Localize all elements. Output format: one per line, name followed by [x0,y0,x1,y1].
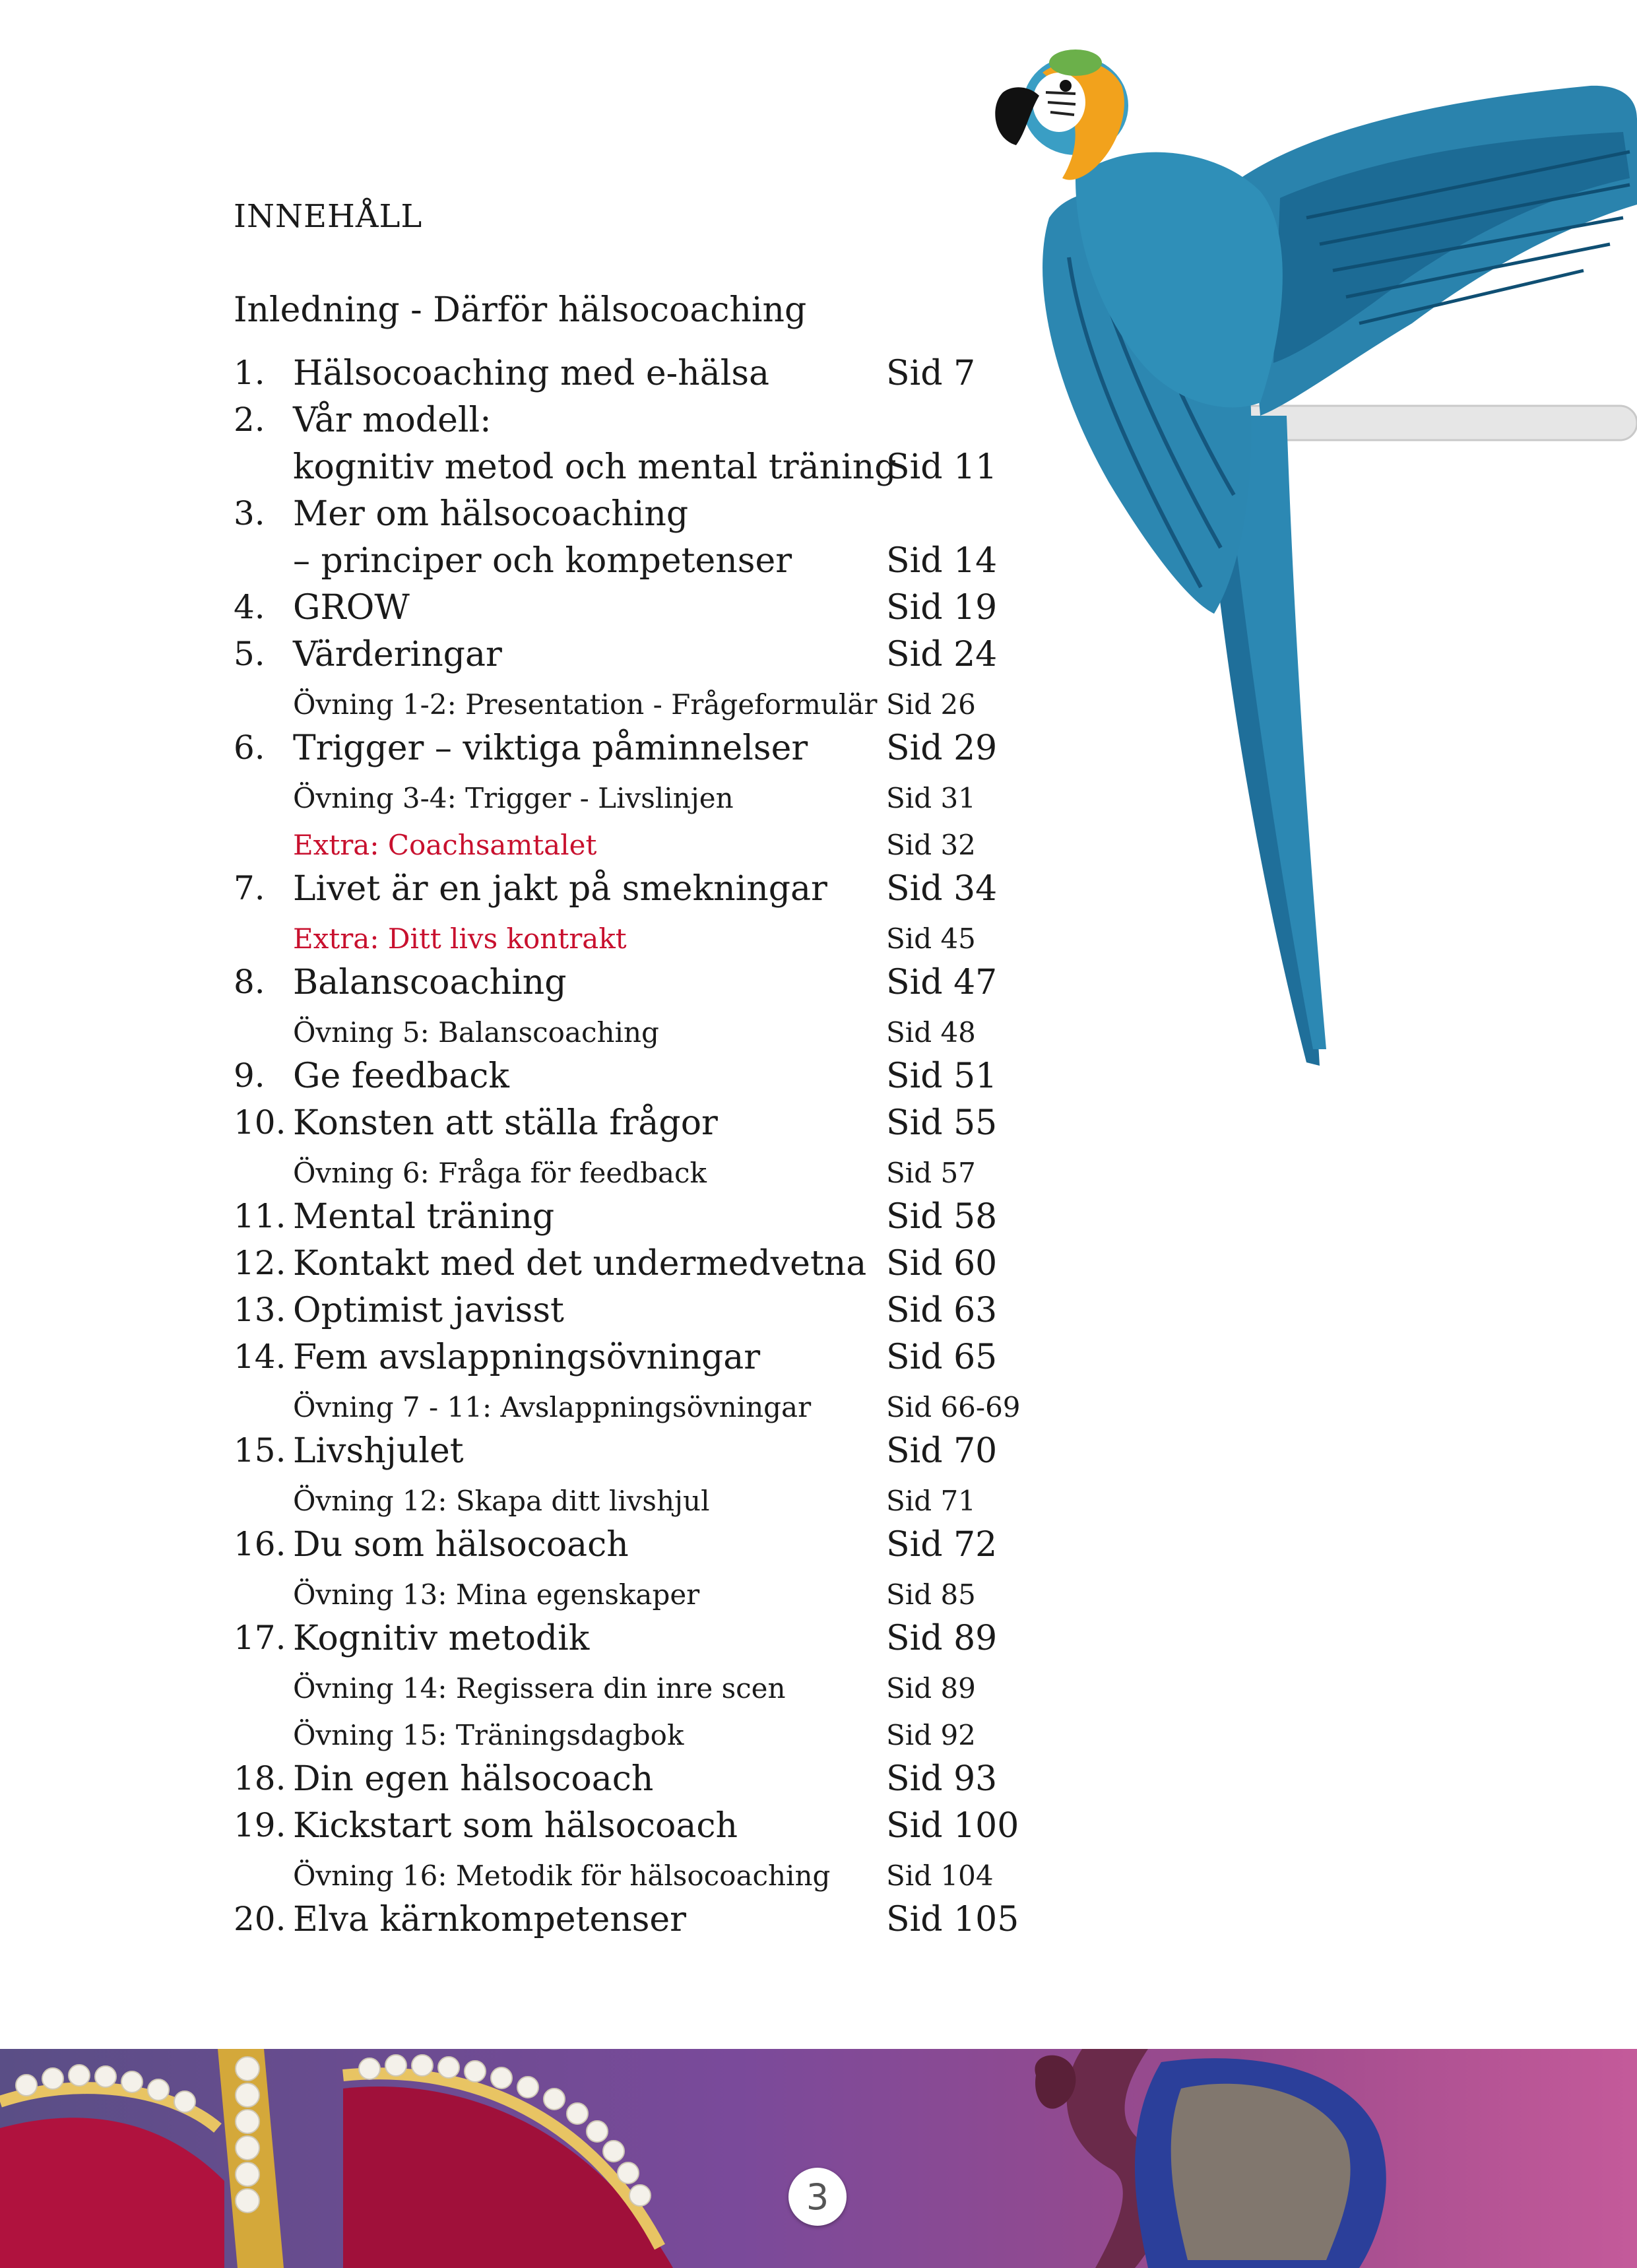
toc-entry-page: Sid 7 [886,354,976,393]
toc-entry-number: 20. [234,1900,286,1938]
toc-entry-title: Fem avslappningsövningar [293,1338,761,1377]
toc-entry [0,1853,1056,1899]
toc-entry-page: Sid 65 [886,1338,998,1377]
toc-entry-page: Sid 93 [886,1759,998,1799]
toc-entry [0,1572,1056,1618]
toc-entry [0,541,1056,587]
toc-entry-number: 14. [234,1338,286,1376]
toc-entry [0,1900,1056,1946]
toc-entry-title: Övning 3-4: Trigger - Livslinjen [293,782,734,814]
toc-entry-number: 12. [234,1244,286,1282]
toc-entry-title: Kontakt med det undermedvetna [293,1244,867,1283]
toc-entry-page: Sid 11 [886,447,998,487]
toc-entry-title: Balanscoaching [293,963,567,1002]
toc-entry [0,1525,1056,1571]
toc-entry-title: Övning 5: Balanscoaching [293,1016,659,1049]
toc-entry-number: 16. [234,1525,286,1563]
toc-entry-page: Sid 45 [886,923,976,955]
toc-entry-page: Sid 89 [886,1619,998,1658]
toc-entry-page: Sid 34 [886,869,998,909]
toc-entry-title: Övning 14: Regissera din inre scen [293,1672,786,1704]
toc-entry [0,1759,1056,1805]
toc-entry [0,635,1056,681]
toc-entry [0,588,1056,634]
toc-entry-number: 6. [234,729,265,767]
toc-entry-number: 10. [234,1103,286,1142]
toc-entry [0,494,1056,540]
toc-entry-title: Extra: Coachsamtalet [293,829,597,861]
toc-entry-page: Sid 89 [886,1672,976,1704]
toc-entry [0,1150,1056,1196]
toc-entry-page: Sid 72 [886,1525,998,1565]
toc-entry-number: 15. [234,1431,286,1470]
toc-entry-page: Sid 85 [886,1578,976,1611]
toc-entry [0,1338,1056,1384]
toc-entry [0,775,1056,822]
toc-entry-page: Sid 92 [886,1719,976,1751]
page-number: 3 [788,2168,847,2226]
toc-entry-title: Din egen hälsocoach [293,1759,654,1799]
toc-entry [0,1010,1056,1056]
toc-entry-number: 13. [234,1291,286,1329]
toc-entry [0,729,1056,775]
toc-entry-title: Mer om hälsocoaching [293,494,689,534]
toc-entry-number: 19. [234,1806,286,1844]
toc-entry [0,1619,1056,1665]
toc-entry [0,1244,1056,1290]
toc-entry-page: Sid 57 [886,1157,976,1189]
toc-entry-title: Konsten att ställa frågor [293,1103,718,1143]
toc-entry-number: 9. [234,1056,265,1095]
toc-entry [0,682,1056,728]
toc-entry-page: Sid 71 [886,1485,976,1517]
toc-entry-page: Sid 14 [886,541,998,581]
toc-entry-title: Övning 12: Skapa ditt livshjul [293,1485,710,1517]
toc-entry-page: Sid 66-69 [886,1391,1021,1423]
toc-entry [0,1431,1056,1477]
toc-entry-title: Övning 7 - 11: Avslappningsövningar [293,1391,812,1423]
toc-entry-page: Sid 32 [886,829,976,861]
toc-entry-page: Sid 47 [886,963,998,1002]
toc-entry [0,447,1056,494]
toc-entry [0,963,1056,1009]
toc-entry-number: 11. [234,1197,286,1235]
toc-entry-number: 18. [234,1759,286,1798]
toc-entry-page: Sid 58 [886,1197,998,1237]
toc-entry-title: Kognitiv metodik [293,1619,590,1658]
toc-entry-page: Sid 51 [886,1056,998,1096]
toc-entry-title: Elva kärnkompetenser [293,1900,687,1939]
toc-entry-page: Sid 104 [886,1860,994,1892]
toc-entry-title: kognitiv metod och mental träning [293,447,897,487]
toc-entry [0,1291,1056,1337]
toc-entry [0,1666,1056,1712]
toc-entry-page: Sid 63 [886,1291,998,1330]
toc-intro: Inledning - Därför hälsocoaching [234,290,807,330]
toc-entry-title: Övning 16: Metodik för hälsocoaching [293,1860,831,1892]
toc-entry-page: Sid 60 [886,1244,998,1283]
toc-entry-page: Sid 70 [886,1431,998,1471]
toc-entry-page: Sid 24 [886,635,998,674]
toc-entry [0,1712,1056,1759]
toc-entry-number: 17. [234,1619,286,1657]
toc-entry-title: Värderingar [293,635,502,674]
toc-entry [0,1103,1056,1150]
toc-entry-title: Kickstart som hälsocoach [293,1806,738,1846]
toc-entry [0,1056,1056,1103]
toc-entry-page: Sid 105 [886,1900,1019,1939]
toc-entry [0,1384,1056,1431]
toc-entry-page: Sid 55 [886,1103,998,1143]
toc-entry-title: Ge feedback [293,1056,509,1096]
toc-entry [0,1197,1056,1243]
toc-entry-page: Sid 26 [886,688,976,721]
toc-entry-number: 7. [234,869,265,907]
toc-entry [0,916,1056,962]
toc-entry-number: 5. [234,635,265,673]
toc-entry-title: – principer och kompetenser [293,541,792,581]
toc-entry [0,1478,1056,1524]
toc-entry-title: GROW [293,588,410,628]
toc-entry-title: Mental träning [293,1197,555,1237]
toc-entry-number: 3. [234,494,265,533]
toc-entry-page: Sid 100 [886,1806,1019,1846]
toc-entry-title: Övning 15: Träningsdagbok [293,1719,684,1751]
toc-entry-title: Livshjulet [293,1431,464,1471]
toc-entry-title: Övning 6: Fråga för feedback [293,1157,707,1189]
decorative-banner [0,2049,1637,2268]
parrot-illustration [977,46,1637,1076]
toc-entry-number: 8. [234,963,265,1001]
toc-entry-page: Sid 48 [886,1016,976,1049]
toc-heading: INNEHÅLL [234,198,423,235]
toc-entry-page: Sid 19 [886,588,998,628]
toc-entry [0,1806,1056,1852]
toc-entry [0,869,1056,915]
toc-entry [0,822,1056,868]
toc-entry-title: Du som hälsocoach [293,1525,629,1565]
toc-entry-number: 4. [234,588,265,626]
toc-entry-title: Livet är en jakt på smekningar [293,869,827,909]
toc-entry-title: Optimist javisst [293,1291,564,1330]
toc-entry-number: 2. [234,401,265,439]
toc-entry-title: Övning 13: Mina egenskaper [293,1578,700,1611]
toc-entry-page: Sid 31 [886,782,976,814]
toc-entry [0,354,1056,400]
toc-entry-title: Övning 1-2: Presentation - Frågeformulär [293,688,878,721]
toc-entry-title: Vår modell: [293,401,492,440]
toc-entry-title: Extra: Ditt livs kontrakt [293,923,627,955]
toc-entry-title: Hälsocoaching med e-hälsa [293,354,770,393]
toc-entry [0,401,1056,447]
toc-entry-title: Trigger – viktiga påminnelser [293,729,808,768]
toc-entry-number: 1. [234,354,265,392]
toc-entry-page: Sid 29 [886,729,998,768]
